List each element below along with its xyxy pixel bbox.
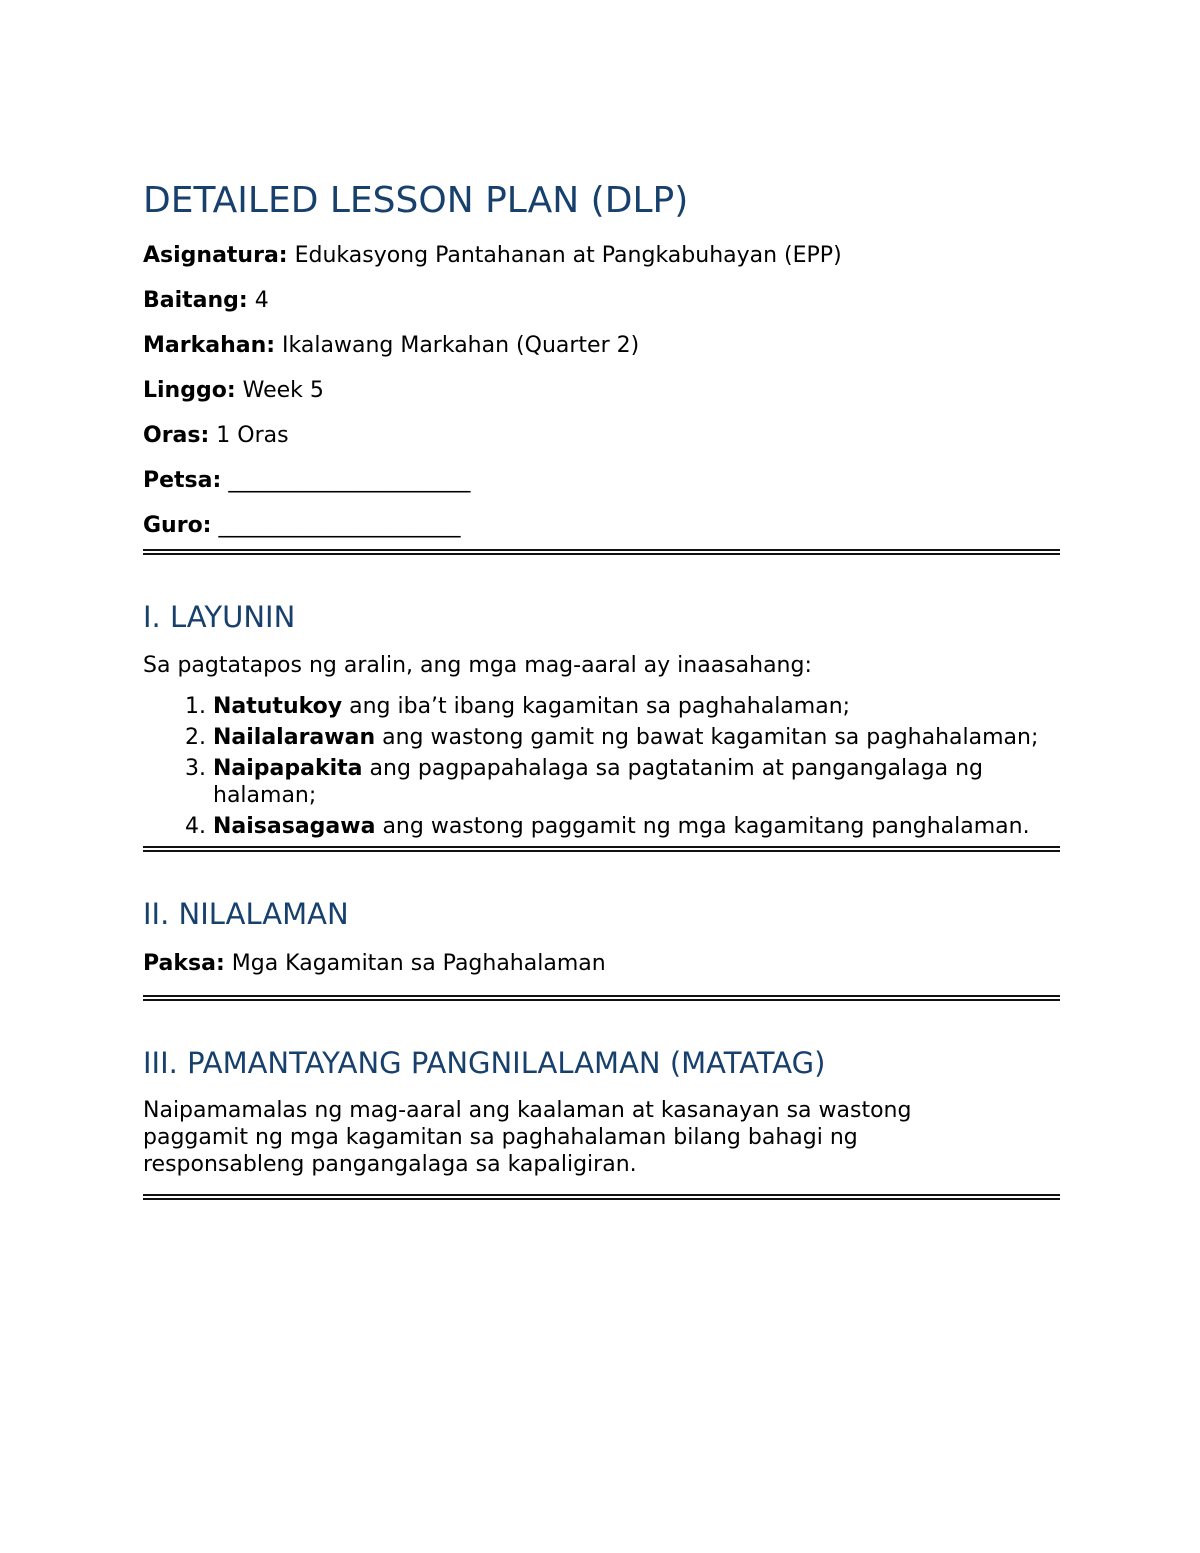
section-divider xyxy=(143,549,1060,555)
meta-guro xyxy=(143,512,1060,539)
document-title: DETAILED LESSON PLAN (DLP) xyxy=(143,180,689,221)
meta-asignatura xyxy=(143,242,1060,269)
document-content xyxy=(143,178,1060,1200)
objective-text: ang wastong paggamit ng mga kagamitang panghalaman. xyxy=(375,814,1030,839)
meta-value: ______________________ xyxy=(228,468,471,493)
meta-label: Asignatura: xyxy=(143,243,288,268)
meta-label: Oras: xyxy=(143,423,210,448)
pamantayan-text: Naipamamalas ng mag-aaral ang kaalaman at kasanayan sa wastong paggamit ng mga kagamitan sa paghahalaman bilang bahagi ng responsableng pangangalaga sa kapaligiran. xyxy=(143,1098,912,1177)
meta-value: Week 5 xyxy=(242,378,324,403)
meta-value: Edukasyong Pantahanan at Pangkabuhayan (EPP) xyxy=(294,243,842,268)
meta-value: 1 Oras xyxy=(216,423,289,448)
meta-label: Petsa: xyxy=(143,468,222,493)
meta-value: ______________________ xyxy=(218,513,461,538)
objective-verb: Natutukoy xyxy=(213,694,343,719)
objective-verb: Nailalarawan xyxy=(213,725,376,750)
meta-markahan xyxy=(143,332,1060,359)
section-heading-layunin: I. LAYUNIN xyxy=(143,600,296,634)
section-divider xyxy=(143,995,1060,1001)
paksa-row xyxy=(143,950,1060,977)
section-heading-nilalaman: II. NILALAMAN xyxy=(143,897,349,931)
meta-label: Markahan: xyxy=(143,333,276,358)
list-item xyxy=(213,724,1060,751)
objectives-list xyxy=(143,693,1060,840)
paksa-value: Mga Kagamitan sa Paghahalaman xyxy=(231,951,606,976)
objective-text: ang wastong gamit ng bawat kagamitan sa paghahalaman; xyxy=(375,725,1039,750)
meta-value: 4 xyxy=(254,288,269,313)
list-item xyxy=(213,693,1060,720)
objective-verb: Naisasagawa xyxy=(213,814,376,839)
meta-value: Ikalawang Markahan (Quarter 2) xyxy=(282,333,640,358)
meta-petsa xyxy=(143,467,1060,494)
objective-text: ang pagpapahalaga sa pagtatanim at pangangalaga ng halaman; xyxy=(213,756,983,808)
meta-baitang xyxy=(143,287,1060,314)
meta-label: Guro: xyxy=(143,513,212,538)
section-heading-pamantayan: III. PAMANTAYANG PANGNILALAMAN (MATATAG) xyxy=(143,1046,826,1080)
meta-block xyxy=(143,242,1060,539)
section-divider xyxy=(143,1194,1060,1200)
meta-label: Linggo: xyxy=(143,378,236,403)
paksa-label: Paksa: xyxy=(143,951,225,976)
meta-linggo xyxy=(143,377,1060,404)
list-item xyxy=(213,755,1060,809)
list-item xyxy=(213,813,1060,840)
layunin-intro: Sa pagtatapos ng aralin, ang mga mag-aaral ay inaasahang: xyxy=(143,653,812,678)
meta-oras xyxy=(143,422,1060,449)
objective-verb: Naipapakita xyxy=(213,756,363,781)
section-divider xyxy=(143,846,1060,852)
objective-text: ang iba’t ibang kagamitan sa paghahalaman; xyxy=(342,694,851,719)
meta-label: Baitang: xyxy=(143,288,248,313)
